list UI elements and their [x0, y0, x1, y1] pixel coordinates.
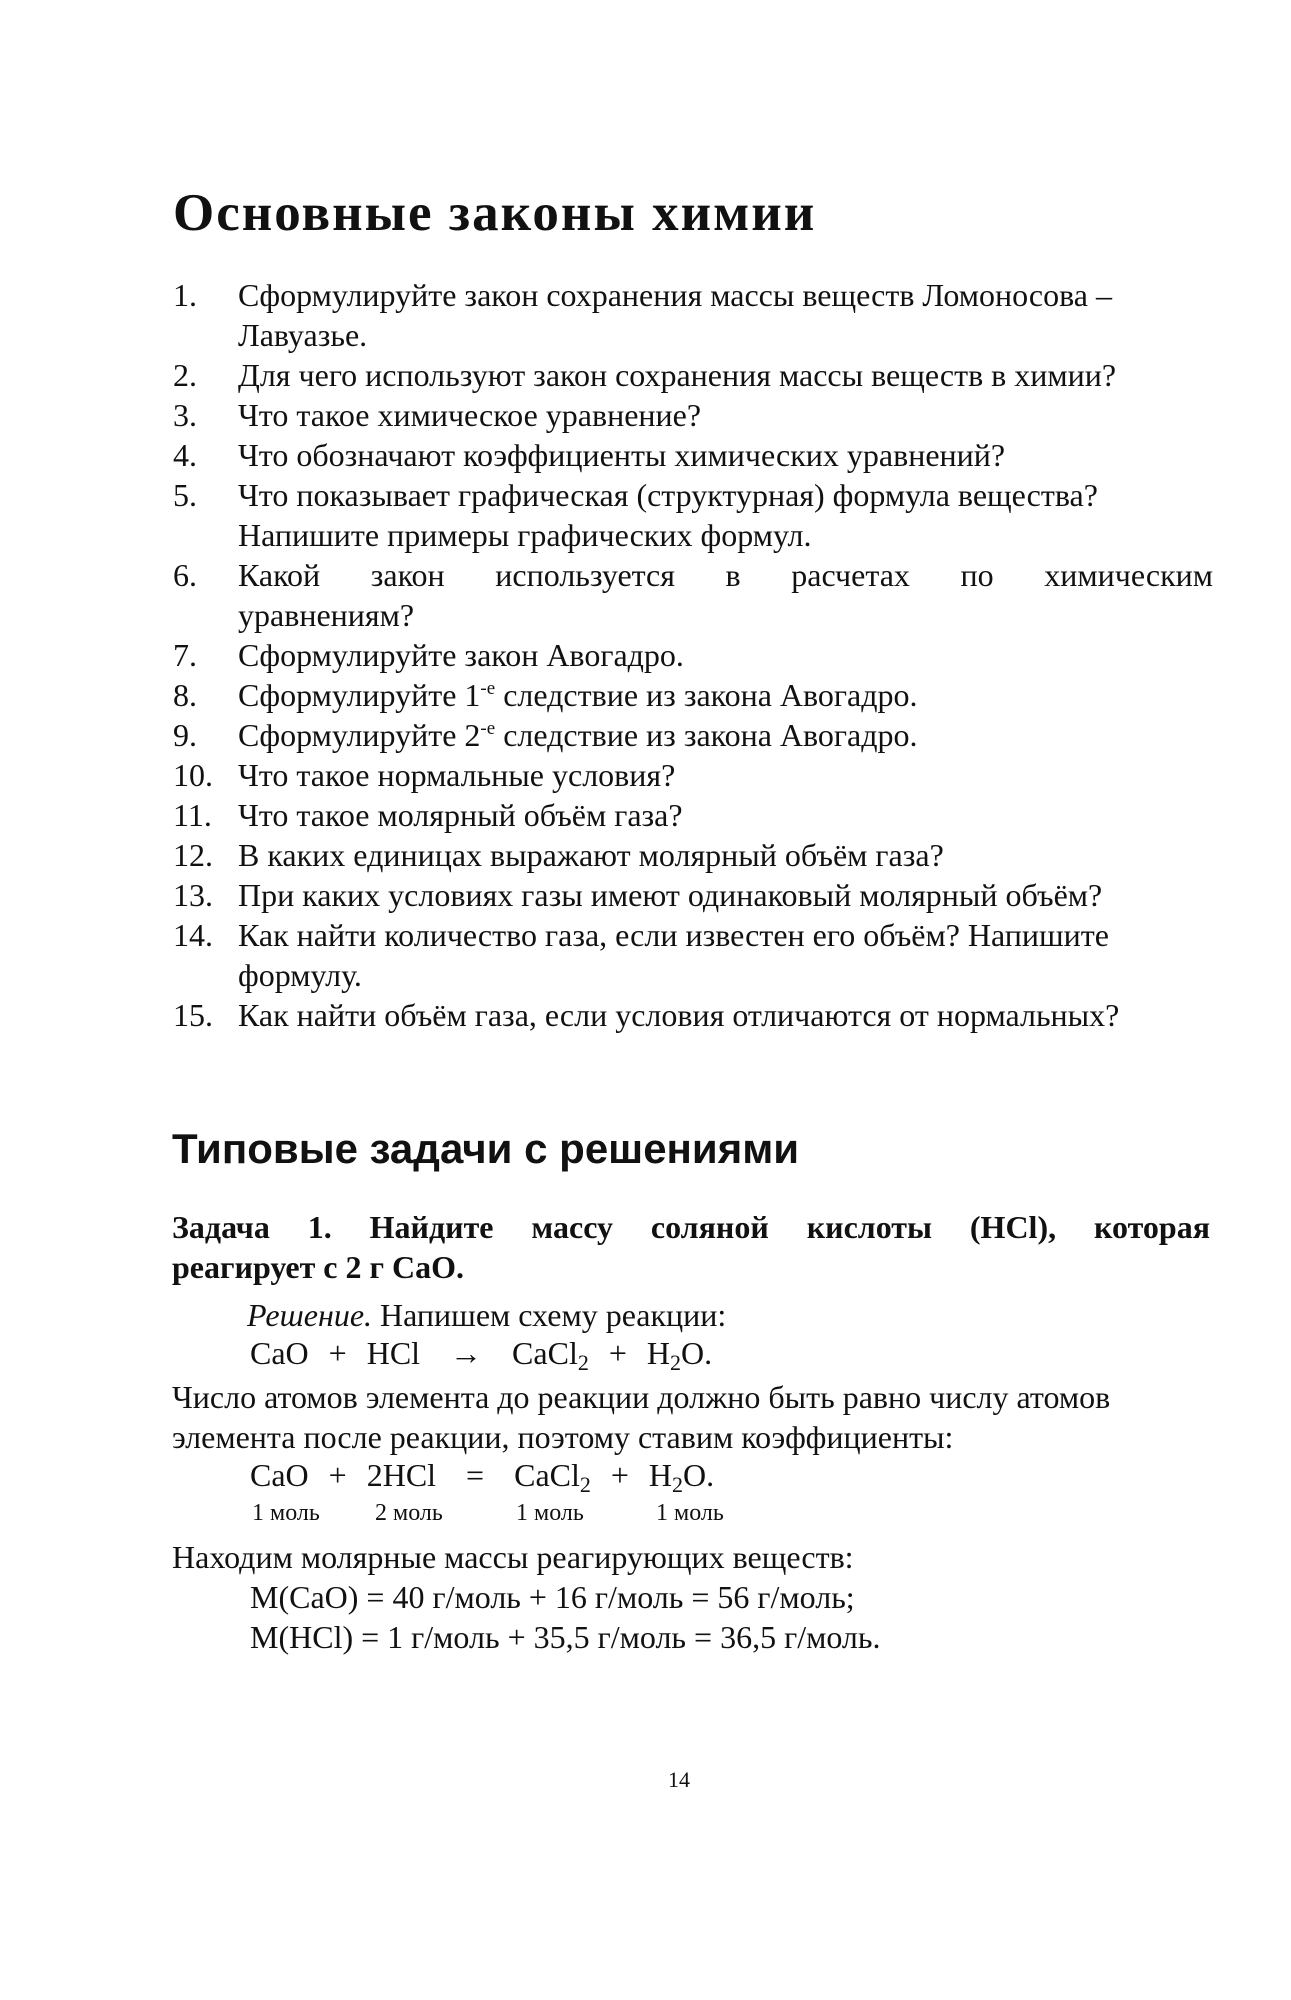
question-number: 6.: [173, 557, 197, 593]
question-number: 9.: [173, 717, 197, 753]
question-text: Сформулируйте закон сохранения массы веществ Ломоносова –: [238, 277, 1112, 313]
eq-product-base: CaCl: [512, 1335, 578, 1371]
paragraph-cont: элемента после реакции, поэтому ставим коэффициенты:: [172, 1419, 954, 1455]
question-number: 13.: [173, 877, 213, 913]
molar-mass-cao: M(CaO) = 40 г/моль + 16 г/моль = 56 г/моль;: [250, 1579, 855, 1615]
question-item: [173, 995, 1213, 1035]
question-number: 5.: [173, 477, 197, 513]
question-number: 3.: [173, 397, 197, 433]
paragraph: Число атомов элемента до реакции должно быть равно числу атомов: [172, 1379, 1111, 1415]
question-item: [173, 915, 1213, 995]
question-text: Как найти объём газа, если условия отличаются от нормальных?: [238, 997, 1120, 1033]
question-text: Что такое химическое уравнение?: [238, 397, 702, 433]
eq-subscript: 2: [672, 1472, 684, 1497]
eq-subscript: 2: [577, 1350, 589, 1375]
question-item: [173, 555, 1213, 635]
mole-label: 2 моль: [375, 1500, 443, 1526]
eq-reactant: CaO: [250, 1335, 309, 1371]
question-text-cont: Напишите примеры графических формул.: [238, 517, 812, 553]
mole-label: 1 моль: [252, 1500, 320, 1526]
question-text: Что показывает графическая (структурная) формула вещества?: [238, 477, 1098, 513]
eq-product-base: H: [648, 1457, 673, 1493]
solution-intro: [247, 1295, 726, 1335]
question-number: 8.: [173, 677, 197, 713]
eq-product-base: CaCl: [514, 1457, 580, 1493]
question-item: [173, 835, 1213, 875]
question-number: 15.: [173, 997, 213, 1033]
reaction-scheme: [250, 1335, 713, 1375]
question-text-cont: Лавуазье.: [238, 317, 368, 353]
question-number: 12.: [173, 837, 213, 873]
question-number: 11.: [173, 797, 212, 833]
paragraph: Находим молярные массы реагирующих веществ:: [172, 1539, 854, 1575]
question-text-pre: Сформулируйте 2: [238, 717, 481, 753]
eq-plus: +: [610, 1457, 629, 1493]
solution-label: Решение.: [247, 1297, 373, 1333]
question-text: Для чего используют закон сохранения массы веществ в химии?: [238, 357, 1117, 393]
question-item: [173, 675, 1213, 715]
eq-reactant: CaO: [250, 1457, 309, 1493]
eq-equals: =: [466, 1457, 485, 1493]
eq-product: [512, 1335, 589, 1375]
question-text: Как найти количество газа, если известен его объём? Напишите: [238, 917, 1109, 953]
molar-mass-hcl: M(HCl) = 1 г/моль + 35,5 г/моль = 36,5 г/моль.: [250, 1619, 881, 1655]
eq-subscript: 2: [579, 1472, 591, 1497]
eq-subscript: 2: [669, 1350, 681, 1375]
question-text: Что такое молярный объём газа?: [238, 797, 683, 833]
question-text: При каких условиях газы имеют одинаковый молярный объём?: [238, 877, 1103, 913]
question-number: 2.: [173, 357, 197, 393]
question-text: Какой закон используется в расчетах по химическим: [238, 557, 1213, 593]
question-text: В каких единицах выражают молярный объём газа?: [238, 837, 944, 873]
question-text: Что обозначают коэффициенты химических уравнений?: [238, 437, 1006, 473]
task-statement-cont: реагирует с 2 г CaO.: [172, 1249, 465, 1285]
question-text-cont: формулу.: [238, 957, 362, 993]
question-item: [173, 355, 1213, 395]
question-item: [173, 875, 1213, 915]
eq-product-end: O.: [680, 1335, 713, 1371]
question-number: 14.: [173, 917, 213, 953]
question-text-post: следствие из закона Авогадро.: [495, 717, 918, 753]
eq-reactant: HCl: [366, 1335, 421, 1371]
question-number: 1.: [173, 277, 197, 313]
question-text: Что такое нормальные условия?: [238, 757, 676, 793]
question-item: [173, 475, 1213, 555]
question-number: 4.: [173, 437, 197, 473]
section-title-tasks: Типовые задачи с решениями: [172, 1125, 800, 1172]
eq-product-end: O.: [683, 1457, 715, 1493]
eq-plus: +: [328, 1457, 347, 1493]
question-text-post: следствие из закона Авогадро.: [495, 677, 918, 713]
question-item: [173, 795, 1213, 835]
eq-plus: +: [608, 1335, 627, 1371]
eq-plus: +: [328, 1335, 347, 1371]
question-text-pre: Сформулируйте 1: [238, 677, 481, 713]
mole-label: 1 моль: [656, 1500, 724, 1526]
question-number: 7.: [173, 637, 197, 673]
question-item: [173, 635, 1213, 675]
question-item: [173, 715, 1213, 755]
question-number: 10.: [173, 757, 213, 793]
arrow-icon: →: [450, 1335, 483, 1371]
question-item: [173, 275, 1213, 355]
eq-product-base: H: [646, 1335, 670, 1371]
ordinal-suffix: -е: [480, 678, 496, 699]
eq-product: [646, 1335, 713, 1375]
solution-text: Напишем схему реакции:: [372, 1297, 727, 1333]
eq-product: [514, 1457, 591, 1497]
question-text: Сформулируйте закон Авогадро.: [238, 637, 684, 673]
section-title: Основные законы химии: [173, 184, 817, 242]
question-item: [173, 435, 1213, 475]
task-statement: Задача 1. Найдите массу соляной кислоты (HCl), которая: [172, 1209, 1210, 1245]
eq-reactant: 2HCl: [366, 1457, 437, 1493]
page-number: 14: [668, 1767, 690, 1792]
question-text-cont: уравнениям?: [238, 597, 415, 633]
question-text: [238, 675, 1213, 715]
question-list: [173, 275, 1213, 1035]
task-1: [172, 1207, 1210, 1287]
question-item: [173, 755, 1213, 795]
mole-label: 1 моль: [516, 1500, 584, 1526]
balanced-equation: [250, 1457, 715, 1497]
ordinal-suffix: -е: [480, 718, 496, 739]
eq-product: [648, 1457, 715, 1497]
question-item: [173, 395, 1213, 435]
question-text: [238, 715, 1213, 755]
